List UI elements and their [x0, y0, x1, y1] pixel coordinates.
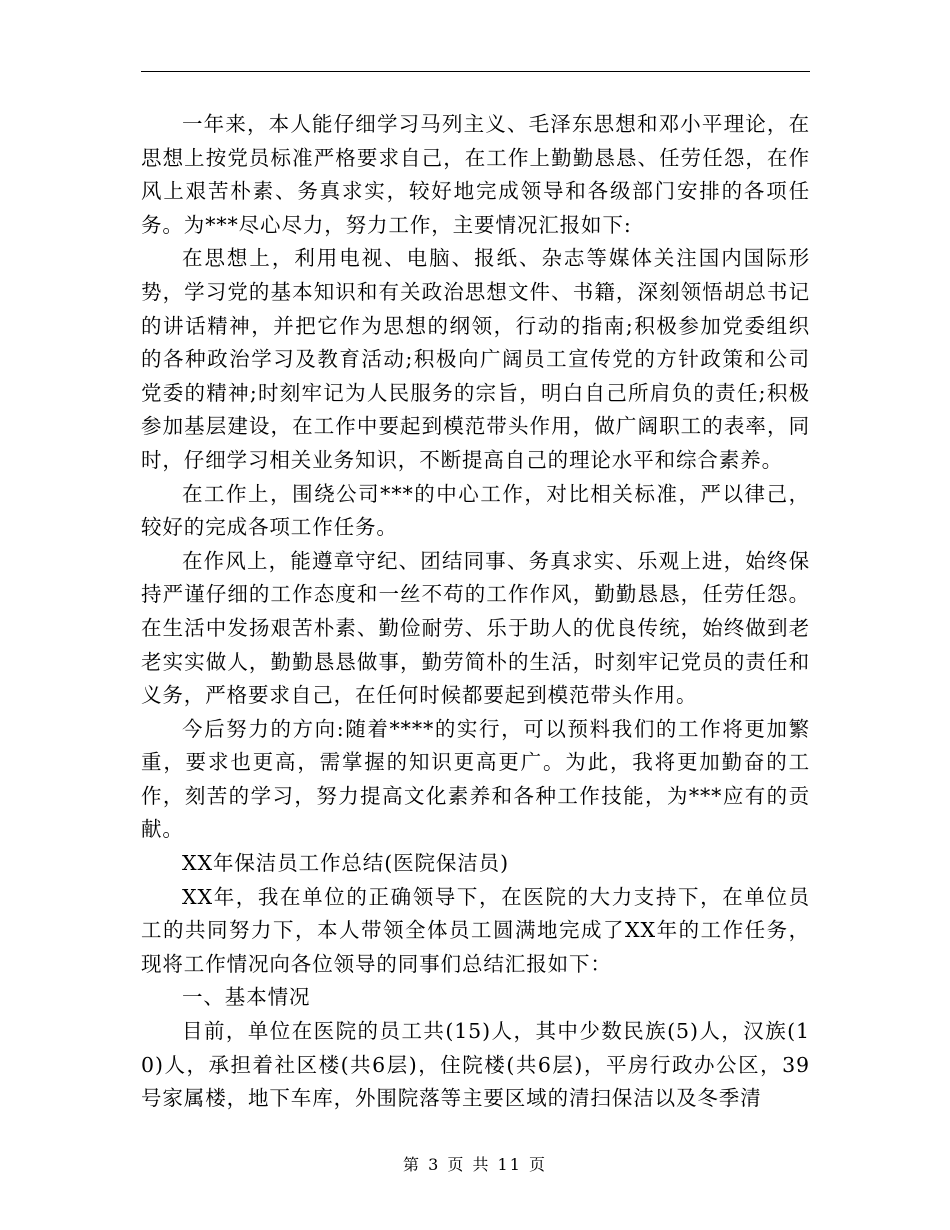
paragraph-3: 在工作上，围绕公司***的中心工作，对比相关标准，严以律己，较好的完成各项工作任务。 [141, 481, 810, 540]
section-heading: XX年保洁员工作总结(医院保洁员) [182, 851, 509, 876]
paragraph-6: XX年，我在单位的正确领导下，在医院的大力支持下，在单位员工的共同努力下，本人带领全体员工圆满地完成了XX年的工作任务，现将工作情况向各位领导的同事们总结汇报如下： [141, 884, 810, 976]
subsection-heading: 一、基本情况 [182, 985, 311, 1010]
paragraph-1: 一年来，本人能仔细学习马列主义、毛泽东思想和邓小平理论，在思想上按党员标准严格要求自己，在工作上勤勤恳恳、任劳任怨，在作风上艰苦朴素、务真求实，较好地完成领导和各级部门安排的各项任务。为***尽心尽力，努力工作，主要情况汇报如下: [141, 112, 810, 237]
paragraph-7: 目前，单位在医院的员工共(15)人，其中少数民族(5)人，汉族(10)人，承担着社区楼(共6层)，住院楼(共6层)，平房行政办公区，39号家属楼，地下车库，外围院落等主要区域的清扫保洁以及冬季清 [141, 1019, 810, 1111]
document-body [141, 108, 810, 1116]
paragraph-2: 在思想上，利用电视、电脑、报纸、杂志等媒体关注国内国际形势，学习党的基本知识和有关政治思想文件、书籍，深刻领悟胡总书记的讲话精神，并把它作为思想的纲领，行动的指南;积极参加党委组织的各种政治学习及教育活动;积极向广阔员工宣传党的方针政策和公司党委的精神;时刻牢记为人民服务的宗旨，明白自己所肩负的责任;积极参加基层建设，在工作中要起到模范带头作用，做广阔职工的表率，同时，仔细学习相关业务知识，不断提高自己的理论水平和综合素养。 [141, 246, 810, 472]
paragraph-5: 今后努力的方向:随着****的实行，可以预料我们的工作将更加繁重，要求也更高，需掌握的知识更高更广。为此，我将更加勤奋的工作，刻苦的学习，努力提高文化素养和各种工作技能，为***应有的贡献。 [141, 716, 810, 842]
page-number: 第 3 页 共 11 页 [403, 1155, 547, 1174]
header-rule [141, 71, 810, 72]
paragraph-4: 在作风上，能遵章守纪、团结同事、务真求实、乐观上进，始终保持严谨仔细的工作态度和一丝不苟的工作作风，勤勤恳恳，任劳任怨。在生活中发扬艰苦朴素、勤俭耐劳、乐于助人的优良传统，始终做到老老实实做人，勤勤恳恳做事，勤劳简朴的生活，时刻牢记党员的责任和义务，严格要求自己，在任何时候都要起到模范带头作用。 [141, 548, 810, 708]
